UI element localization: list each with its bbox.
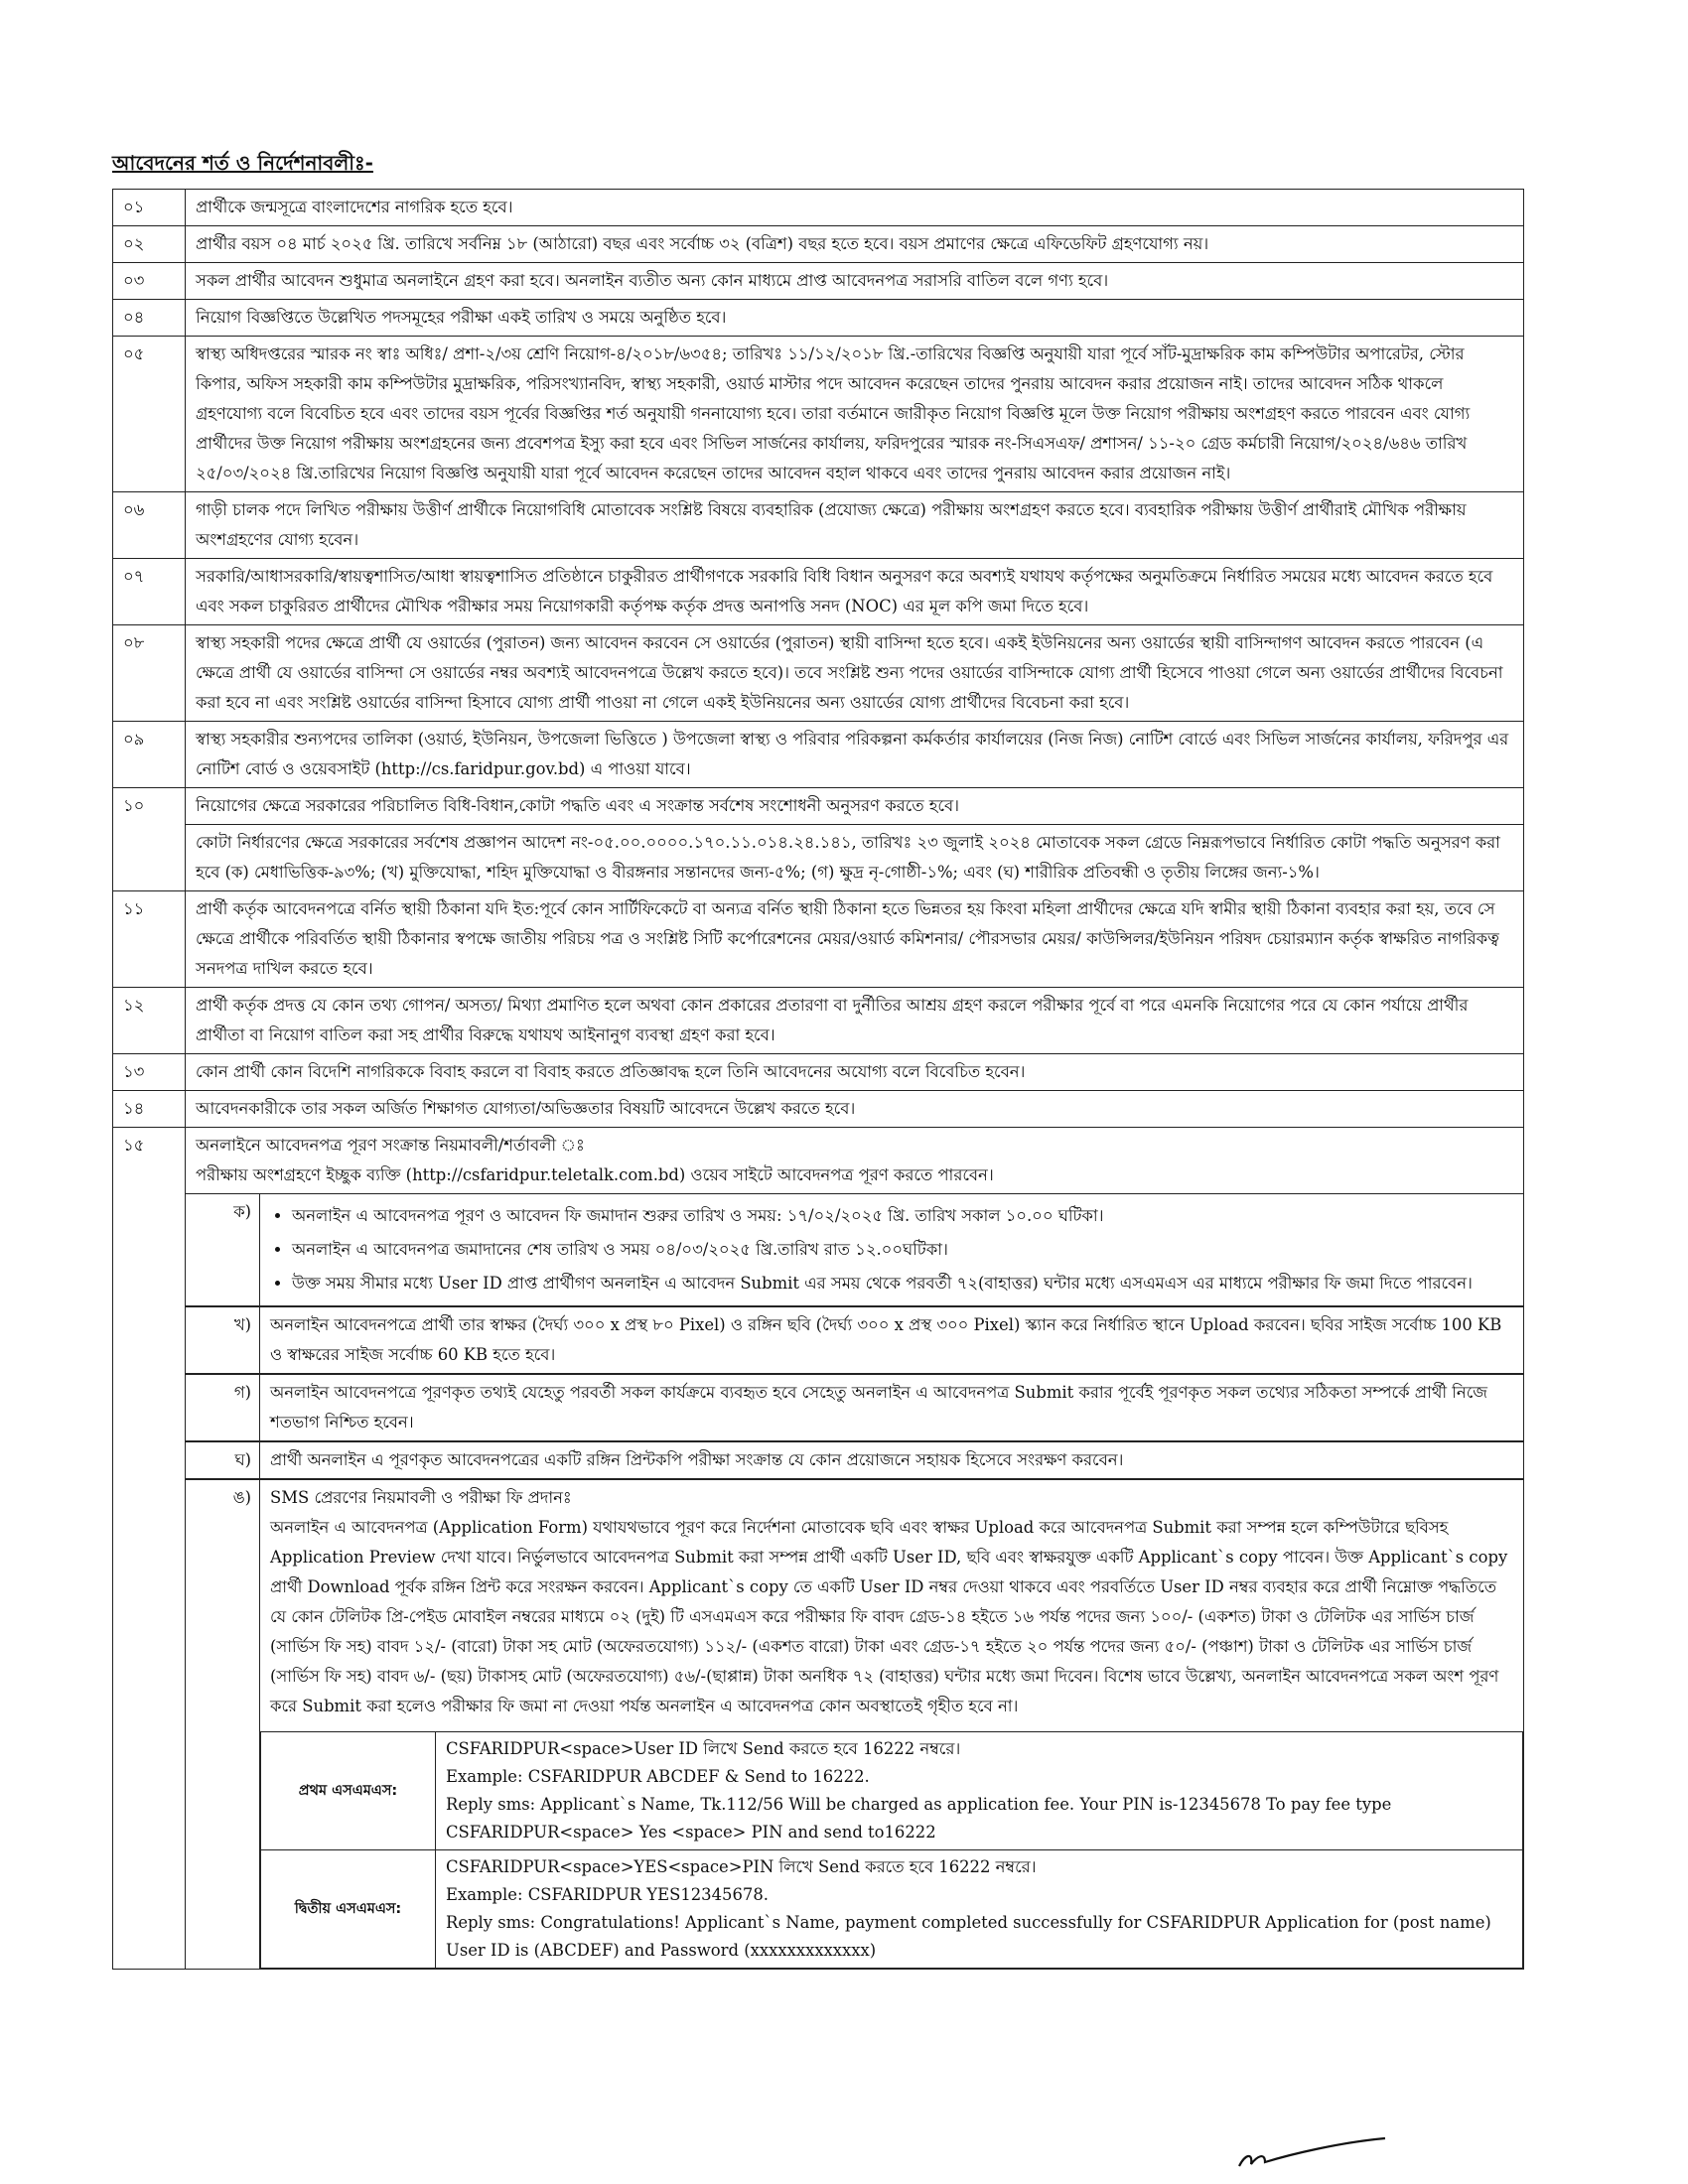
subsection-kha <box>186 1306 1523 1374</box>
sms-line: Reply sms: Applicant`s Name, Tk.112/56 Will be charged as application fee. Your PIN is-12345678 To pay fee type CSFARIDPUR<space> Yes <space> PIN and send to16222 <box>446 1795 1392 1842</box>
row-number: ১৪ <box>113 1091 186 1128</box>
row-number: ১৫ <box>113 1128 186 1970</box>
subsection-ka <box>186 1193 1523 1306</box>
row-number: ০২ <box>113 226 186 263</box>
sms-line: CSFARIDPUR<space>YES<space>PIN লিখে Send করতে হবে 16222 নম্বরে। <box>446 1857 1037 1876</box>
table-row <box>113 190 1524 226</box>
table-row <box>113 1091 1524 1128</box>
sms-rules-title: SMS প্রেরণের নিয়মাবলী ও পরীক্ষা ফি প্রদানঃ <box>270 1488 572 1507</box>
table-row <box>113 825 1524 891</box>
table-row <box>113 559 1524 625</box>
subsection-gha <box>186 1441 1523 1479</box>
row-text: প্রার্থীকে জন্মসূত্রে বাংলাদেশের নাগরিক হতে হবে। <box>186 190 1524 226</box>
online-rules-cell <box>186 1128 1524 1970</box>
row-number: ০৩ <box>113 263 186 300</box>
sms-row-second <box>261 1850 1523 1969</box>
online-rules-subsections <box>186 1193 1523 1969</box>
row-text: নিয়োগের ক্ষেত্রে সরকারের পরিচালিত বিধি-বিধান,কোটা পদ্ধতি এবং এ সংক্রান্ত সর্বশেষ সংশোধনী অনুসরণ করতে হবে। <box>186 788 1524 825</box>
row-number: ০১ <box>113 190 186 226</box>
online-rules-title: অনলাইনে আবেদনপত্র পূরণ সংক্রান্ত নিয়মাবলী/শর্তাবলী ঃ <box>196 1136 585 1155</box>
subsection-text: অনলাইন আবেদনপত্রে পূরণকৃত তথ্যই যেহেতু পরবর্তী সকল কার্যক্রমে ব্যবহৃত হবে সেহেতু অনলাইন এ আবেদনপত্র Submit করার পূর্বেই পূরণকৃত সকল তথ্যের সঠিকতা সম্পর্কে প্রার্থী নিজে শতভাগ নিশ্চিত হবেন। <box>270 1383 1487 1432</box>
row-text: স্বাস্থ্য সহকারী পদের ক্ষেত্রে প্রার্থী যে ওয়ার্ডের (পুরাতন) জন্য আবেদন করবেন সে ওয়ার্ডের (পুরাতন) স্থায়ী বাসিন্দা হতে হবে। একই ইউনিয়নের অন্য ওয়ার্ডের স্থায়ী বাসিন্দাগণ আবেদন করতে পারবেন (এ ক্ষেত্রে প্রার্থী যে ওয়ার্ডের বাসিন্দা সে ওয়ার্ডের নম্বর অবশ্যই আবেদনপত্রে উল্লেখ করতে হবে)। তবে সংশ্লিষ্ট শুন্য পদের ওয়ার্ডের বাসিন্দাকে যোগ্য প্রার্থী হিসেবে পাওয়া গেলে অন্য ওয়ার্ডের প্রার্থীদের বিবেচনা করা হবে না এবং সংশ্লিষ্ট ওয়ার্ডের বাসিন্দা হিসাবে যোগ্য প্রার্থী পাওয়া না গেলে একই ইউনিয়নের অন্য ওয়ার্ডের যোগ্য প্রার্থীদের বিবেচনা করা হবে। <box>186 625 1524 722</box>
schedule-list <box>270 1201 1513 1298</box>
document-heading: আবেদনের শর্ত ও নির্দেশনাবলীঃ- <box>112 151 373 175</box>
subsection-umo <box>186 1479 1523 1969</box>
table-row <box>113 891 1524 988</box>
table-row <box>113 337 1524 492</box>
row-number: ১২ <box>113 988 186 1054</box>
subsection-label: ঙ) <box>186 1480 260 1969</box>
sms-line: Example: CSFARIDPUR ABCDEF & Send to 16222. <box>446 1767 870 1786</box>
subsection-text: অনলাইন আবেদনপত্রে প্রার্থী তার স্বাক্ষর (দৈর্ঘ্য ৩০০ x প্রস্থ ৮০ Pixel) ও রঙ্গিন ছবি (দৈর্ঘ্য ৩০০ x প্রস্থ ৩০০ Pixel) স্ক্যান করে নির্ধারিত স্থানে Upload করবেন। ছবির সাইজ সর্বোচ্চ 100 KB ও স্বাক্ষরের সাইজ সর্বোচ্চ 60 KB হতে হবে। <box>270 1315 1502 1364</box>
row-number: ০৭ <box>113 559 186 625</box>
row-text: নিয়োগ বিজ্ঞপ্তিতে উল্লেখিত পদসমূহের পরীক্ষা একই তারিখ ও সময়ে অনুষ্ঠিত হবে। <box>186 300 1524 337</box>
row-text: প্রার্থীর বয়স ০৪ মার্চ ২০২৫ খ্রি. তারিখে সর্বনিম্ন ১৮ (আঠারো) বছর এবং সর্বোচ্চ ৩২ (বত্রিশ) বছর হতে হবে। বয়স প্রমাণের ক্ষেত্রে এফিডেফিট গ্রহণযোগ্য নয়। <box>186 226 1524 263</box>
row-text: প্রার্থী কর্তৃক আবেদনপত্রে বর্নিত স্থায়ী ঠিকানা যদি ইত:পূর্বে কোন সার্টিফিকেটে বা অন্যত্র বর্নিত স্থায়ী ঠিকানা হতে ভিন্নতর হয় কিংবা মহিলা প্রার্থীদের ক্ষেত্রে যদি স্বামীর স্থায়ী ঠিকানা ব্যবহার করা হয়, তবে সে ক্ষেত্রে প্রার্থীকে পরিবর্তিত স্থায়ী ঠিকানার স্বপক্ষে জাতীয় পরিচয় পত্র ও সংশ্লিষ্ট সিটি কর্পোরেশনের মেয়র/ওয়ার্ড কমিশনার/ পৌরসভার মেয়র/ কাউন্সিলর/ইউনিয়ন পরিষদ চেয়ারম্যান কর্তৃক স্বাক্ষরিত নাগরিকত্ব সনদপত্র দাখিল করতে হবে। <box>186 891 1524 988</box>
row-text: স্বাস্থ্য সহকারীর শুন্যপদের তালিকা (ওয়ার্ড, ইউনিয়ন, উপজেলা ভিত্তিতে ) উপজেলা স্বাস্থ্য ও পরিবার পরিকল্পনা কর্মকর্তার কার্যালয়ের (নিজ নিজ) নোটিশ বোর্ডে এবং সিভিল সার্জনের কার্যালয়, ফরিদপুর এর নোটিশ বোর্ড ও ওয়েবসাইট (http://cs.faridpur.gov.bd) এ পাওয়া যাবে। <box>186 722 1524 788</box>
subsection-label: ক) <box>186 1194 260 1305</box>
subsection-label: খ) <box>186 1307 260 1373</box>
table-row <box>113 788 1524 825</box>
signature-mark <box>1231 2134 1390 2174</box>
row-text-quota: কোটা নির্ধারণের ক্ষেত্রে সরকারের সর্বশেষ প্রজ্ঞাপন আদেশ নং-০৫.০০.০০০০.১৭০.১১.০১৪.২৪.১৪১, তারিখঃ ২৩ জুলাই ২০২৪ মোতাবেক সকল গ্রেডে নিম্নরূপভাবে নির্ধারিত কোটা পদ্ধতি অনুসরণ করা হবে (ক) মেধাভিত্তিক-৯৩%; (খ) মুক্তিযোদ্ধা, শহিদ মুক্তিযোদ্ধা ও বীরঙ্গনার সন্তানদের জন্য-৫%; (গ) ক্ষুদ্র নৃ-গোষ্ঠী-১%; এবং (ঘ) শারীরিক প্রতিবন্ধী ও তৃতীয় লিঙ্গের জন্য-১%। <box>186 825 1524 891</box>
sms-row-first <box>261 1732 1523 1850</box>
list-item: • অনলাইন এ আবেদনপত্র পূরণ ও আবেদন ফি জমাদান শুরুর তারিখ ও সময়: ১৭/০২/২০২৫ খ্রি. তারিখ সকাল ১০.০০ ঘটিকা। <box>292 1201 1513 1231</box>
sms-label: দ্বিতীয় এসএমএস: <box>261 1850 436 1969</box>
subsection-label: গ) <box>186 1375 260 1440</box>
row-text: স্বাস্থ্য অধিদপ্তরের স্মারক নং স্বাঃ অধিঃ/ প্রশা-২/৩য় শ্রেণি নিয়োগ-৪/২০১৮/৬৩৫৪; তারিখঃ ১১/১২/২০১৮ খ্রি.-তারিখের বিজ্ঞপ্তি অনুযায়ী যারা পূর্বে সাঁট-মুদ্রাক্ষরিক কাম কম্পিউটার অপারেটর, স্টোর কিপার, অফিস সহকারী কাম কম্পিউটার মুদ্রাক্ষরিক, পরিসংখ্যানবিদ, স্বাস্থ্য সহকারী, ওয়ার্ড মাস্টার পদে আবেদন করেছেন তাদের পুনরায় আবেদন করার প্রয়োজন নাই। তাদের আবেদন সঠিক থাকলে গ্রহণযোগ্য বলে বিবেচিত হবে এবং তাদের বয়স পূর্বের বিজ্ঞপ্তির শর্ত অনুযায়ী গননাযোগ্য হবে। তারা বর্তমানে জারীকৃত নিয়োগ বিজ্ঞপ্তি মূলে উক্ত নিয়োগ পরীক্ষায় অংশগ্রহণ করতে পারবেন এবং যোগ্য প্রার্থীদের উক্ত নিয়োগ পরীক্ষায় অংশগ্রহনের জন্য প্রবেশপত্র ইস্যু করা হবে এবং সিভিল সার্জনের কার্যালয়, ফরিদপুরের স্মারক নং-সিএসএফ/ প্রশাসন/ ১১-২০ গ্রেড কর্মচারী নিয়োগ/২০২৪/৬৪৬ তারিখ ২৫/০৩/২০২৪ খ্রি.তারিখের নিয়োগ বিজ্ঞপ্তি অনুযায়ী যারা পূর্বে আবেদন করেছেন তাদের আবেদন বহাল থাকবে এবং তাদের পুনরায় আবেদন করার প্রয়োজন নাই। <box>186 337 1524 492</box>
subsection-text: প্রার্থী অনলাইন এ পূরণকৃত আবেদনপত্রের একটি রঙ্গিন প্রিন্টকপি পরীক্ষা সংক্রান্ত যে কোন প্রয়োজনে সহায়ক হিসেবে সংরক্ষণ করবেন। <box>270 1450 1124 1469</box>
sms-table <box>260 1731 1523 1969</box>
table-row <box>113 625 1524 722</box>
row-number: ০৫ <box>113 337 186 492</box>
sms-line: CSFARIDPUR<space>User ID লিখে Send করতে হবে 16222 নম্বরে। <box>446 1739 961 1758</box>
row-number: ১০ <box>113 788 186 891</box>
table-row <box>113 300 1524 337</box>
row-text: সরকারি/আধাসরকারি/স্বায়ত্বশাসিত/আধা স্বায়ত্বশাসিত প্রতিষ্ঠানে চাকুরীরত প্রার্থীগণকে সরকারি বিধি বিধান অনুসরণ করে অবশ্যই যথাযথ কর্তৃপক্ষের অনুমতিক্রমে নির্ধারিত সময়ের মধ্যে আবেদন করতে হবে এবং সকল চাকুরিরত প্রার্থীদের মৌখিক পরীক্ষার সময় নিয়োগকারী কর্তৃপক্ষ কর্তৃক প্রদত্ত অনাপত্তি সনদ (NOC) এর মূল কপি জমা দিতে হবে। <box>186 559 1524 625</box>
row-text: প্রার্থী কর্তৃক প্রদত্ত যে কোন তথ্য গোপন/ অসত্য/ মিথ্যা প্রমাণিত হলে অথবা কোন প্রকারের প্রতারণা বা দুর্নীতির আশ্রয় গ্রহণ করলে পরীক্ষার পূর্বে বা পরে এমনকি নিয়োগের পরে যে কোন পর্যায়ে প্রার্থীর প্রার্থীতা বা নিয়োগ বাতিল করা সহ প্রার্থীর বিরুদ্ধে যথাযথ আইনানুগ ব্যবস্থা গ্রহণ করা হবে। <box>186 988 1524 1054</box>
row-number: ০৯ <box>113 722 186 788</box>
row-text: গাড়ী চালক পদে লিখিত পরীক্ষায় উত্তীর্ণ প্রার্থীকে নিয়োগবিধি মোতাবেক সংশ্লিষ্ট বিষয়ে ব্যবহারিক (প্রযোজ্য ক্ষেত্রে) পরীক্ষায় অংশগ্রহণ করতে হবে। ব্যবহারিক পরীক্ষায় উত্তীর্ণ প্রার্থীরাই মৌখিক পরীক্ষায় অংশগ্রহণের যোগ্য হবেন। <box>186 492 1524 559</box>
table-row <box>113 226 1524 263</box>
table-row <box>113 492 1524 559</box>
sms-rules-text: অনলাইন এ আবেদনপত্র (Application Form) যথাযথভাবে পূরণ করে নির্দেশনা মোতাবেক ছবি এবং স্বাক্ষর Upload করে আবেদনপত্র Submit করা সম্পন্ন হলে কম্পিউটারে ছবিসহ Application Preview দেখা যাবে। নির্ভুলভাবে আবেদনপত্র Submit করা সম্পন্ন প্রার্থী একটি User ID, ছবি এবং স্বাক্ষরযুক্ত একটি Applicant`s copy পাবেন। উক্ত Applicant`s copy প্রার্থী Download পূর্বক রঙ্গিন প্রিন্ট করে সংরক্ষন করবেন। Applicant`s copy তে একটি User ID নম্বর দেওয়া থাকবে এবং পরবর্তিতে User ID নম্বর ব্যবহার করে প্রার্থী নিম্নোক্ত পদ্ধতিতে যে কোন টেলিটক প্রি-পেইড মোবাইল নম্বরের মাধ্যমে ০২ (দুই) টি এসএমএস করে পরীক্ষার ফি বাবদ গ্রেড-১৪ হইতে ১৬ পর্যন্ত পদের জন্য ১০০/- (একশত) টাকা ও টেলিটক এর সার্ভিস চার্জ (সার্ভিস ফি সহ) বাবদ ১২/- (বারো) টাকা সহ মোট (অফেরতযোগ্য) ১১২/- (একশত বারো) টাকা এবং গ্রেড-১৭ হইতে ২০ পর্যন্ত পদের জন্য ৫০/- (পঞ্চাশ) টাকা ও টেলিটক এর সার্ভিস চার্জ (সার্ভিস ফি সহ) বাবদ ৬/- (ছয়) টাকাসহ মোট (অফেরতযোগ্য) ৫৬/-(ছাপ্পান্ন) টাকা অনধিক ৭২ (বাহাত্তর) ঘন্টার মধ্যে জমা দিবেন। বিশেষ ভাবে উল্লেখ্য, অনলাইন আবেদনপত্রে সকল অংশ পূরণ করে Submit করা হলেও পরীক্ষার ফি জমা না দেওয়া পর্যন্ত অনলাইন এ আবেদনপত্র কোন অবস্থাতেই গৃহীত হবে না। <box>270 1518 1508 1715</box>
sms-line: Example: CSFARIDPUR YES12345678. <box>446 1885 769 1904</box>
row-number: ১৩ <box>113 1054 186 1091</box>
subsection-label: ঘ) <box>186 1442 260 1478</box>
row-text: সকল প্রার্থীর আবেদন শুধুমাত্র অনলাইনে গ্রহণ করা হবে। অনলাইন ব্যতীত অন্য কোন মাধ্যমে প্রাপ্ত আবেদনপত্র সরাসরি বাতিল বলে গণ্য হবে। <box>186 263 1524 300</box>
online-rules-intro: পরীক্ষায় অংশগ্রহণে ইচ্ছুক ব্যক্তি (http://csfaridpur.teletalk.com.bd) ওয়েব সাইটে আবেদনপত্র পূরণ করতে পারবেন। <box>196 1165 994 1184</box>
conditions-table <box>112 189 1524 1970</box>
table-row <box>113 263 1524 300</box>
table-row-online-rules <box>113 1128 1524 1970</box>
row-text: আবেদনকারীকে তার সকল অর্জিত শিক্ষাগত যোগ্যতা/অভিজ্ঞতার বিষয়টি আবেদনে উল্লেখ করতে হবে। <box>186 1091 1524 1128</box>
row-number: ০৪ <box>113 300 186 337</box>
subsection-ga <box>186 1374 1523 1441</box>
list-item: • অনলাইন এ আবেদনপত্র জমাদানের শেষ তারিখ ও সময় ০৪/০৩/২০২৫ খ্রি.তারিখ রাত ১২.০০ঘটিকা। <box>292 1235 1513 1265</box>
table-row <box>113 1054 1524 1091</box>
table-row <box>113 722 1524 788</box>
row-number: ০৮ <box>113 625 186 722</box>
row-number: ১১ <box>113 891 186 988</box>
sms-label: প্রথম এসএমএস: <box>261 1732 436 1850</box>
table-row <box>113 988 1524 1054</box>
list-item: • উক্ত সময় সীমার মধ্যে User ID প্রাপ্ত প্রার্থীগণ অনলাইন এ আবেদন Submit এর সময় থেকে পরবর্তী ৭২(বাহাত্তর) ঘন্টার মধ্যে এসএমএস এর মাধ্যমে পরীক্ষার ফি জমা দিতে পারবেন। <box>292 1269 1513 1298</box>
row-number: ০৬ <box>113 492 186 559</box>
sms-line: Reply sms: Congratulations! Applicant`s Name, payment completed successfully for CSFARIDPUR Application for (post name) User ID is (ABCDEF) and Password (xxxxxxxxxxxxx) <box>446 1913 1491 1960</box>
row-text: কোন প্রার্থী কোন বিদেশি নাগরিককে বিবাহ করলে বা বিবাহ করতে প্রতিজ্ঞাবদ্ধ হলে তিনি আবেদনের অযোগ্য বলে বিবেচিত হবেন। <box>186 1054 1524 1091</box>
